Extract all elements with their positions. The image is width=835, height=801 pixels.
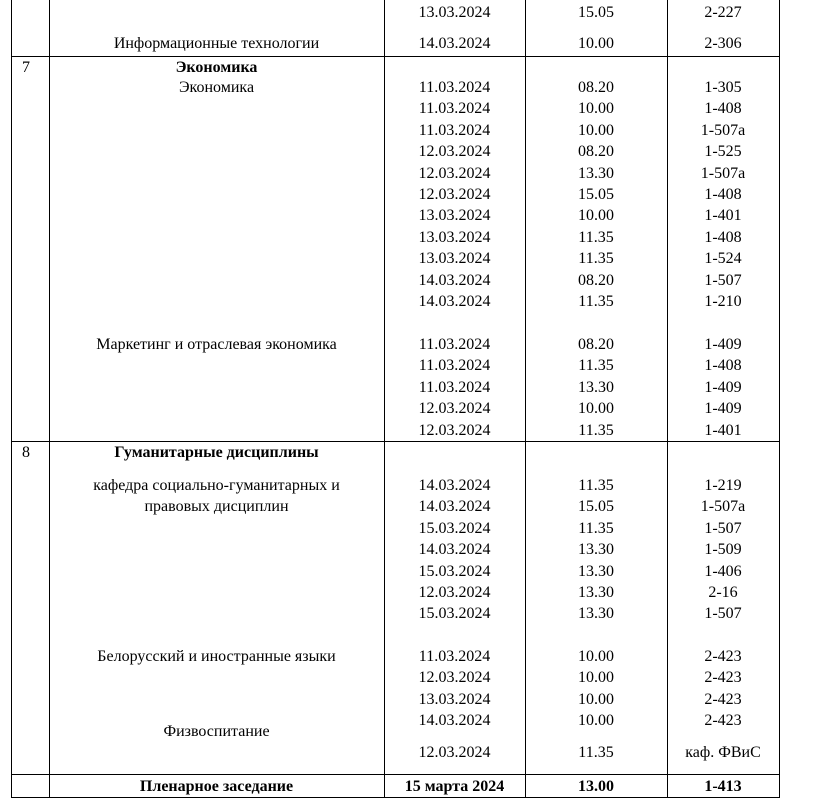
section-title: Гуманитарные дисциплины xyxy=(114,444,319,461)
room-cell: 1-406 xyxy=(704,563,742,580)
time-cell: 15.05 xyxy=(578,4,614,21)
time-cell: 10.00 xyxy=(578,207,614,224)
date-cell: 11.03.2024 xyxy=(418,357,491,374)
time-cell: 08.20 xyxy=(578,336,614,353)
time-cell: 13.30 xyxy=(578,165,614,182)
room-cell: 1-507 xyxy=(704,605,742,622)
room-cell: 1-507 xyxy=(704,520,742,537)
date-cell: 12.03.2024 xyxy=(418,165,491,182)
row-separator-plenary xyxy=(11,774,780,775)
plenary-room: 1-413 xyxy=(704,778,742,795)
row-separator-economics xyxy=(11,56,780,57)
date-cell: 11.03.2024 xyxy=(418,100,491,117)
time-cell: 11.35 xyxy=(578,422,614,439)
date-cell: 13.03.2024 xyxy=(418,250,491,267)
room-cell: 2-306 xyxy=(704,35,742,52)
subject-name-line2: правовых дисциплин xyxy=(144,498,289,515)
time-cell: 08.20 xyxy=(578,79,614,96)
subject-name: Физвоспитание xyxy=(163,723,270,740)
section-title: Экономика xyxy=(175,59,258,76)
date-cell: 13.03.2024 xyxy=(418,229,491,246)
room-cell: 1-401 xyxy=(704,422,742,439)
time-cell: 11.35 xyxy=(578,520,614,537)
room-cell: 1-408 xyxy=(704,357,742,374)
subject-name: Информационные технологии xyxy=(113,35,320,52)
date-cell: 13.03.2024 xyxy=(418,4,491,21)
date-cell: 11.03.2024 xyxy=(418,336,491,353)
time-cell: 10.00 xyxy=(578,100,614,117)
table-border-right xyxy=(779,0,780,798)
date-cell: 12.03.2024 xyxy=(418,186,491,203)
subject-name-line1: кафедра социально-гуманитарных и xyxy=(93,477,340,494)
room-cell: 2-423 xyxy=(704,669,742,686)
room-cell: каф. ФВиС xyxy=(685,744,761,761)
plenary-date: 15 марта 2024 xyxy=(404,778,505,795)
date-cell: 14.03.2024 xyxy=(418,272,491,289)
date-cell: 14.03.2024 xyxy=(418,293,491,310)
date-cell: 11.03.2024 xyxy=(418,79,491,96)
time-cell: 13.30 xyxy=(578,379,614,396)
date-cell: 11.03.2024 xyxy=(418,122,491,139)
time-cell: 11.35 xyxy=(578,357,614,374)
date-cell: 15.03.2024 xyxy=(418,563,491,580)
room-cell: 1-509 xyxy=(704,541,742,558)
time-cell: 10.00 xyxy=(578,691,614,708)
time-cell: 10.00 xyxy=(578,669,614,686)
date-cell: 12.03.2024 xyxy=(418,143,491,160)
time-cell: 13.30 xyxy=(578,584,614,601)
room-cell: 1-409 xyxy=(704,400,742,417)
section-number: 8 xyxy=(22,444,30,461)
time-cell: 11.35 xyxy=(578,229,614,246)
plenary-time: 13.00 xyxy=(578,778,614,795)
time-cell: 10.00 xyxy=(578,712,614,729)
date-cell: 13.03.2024 xyxy=(418,691,491,708)
date-cell: 14.03.2024 xyxy=(418,498,491,515)
room-cell: 1-524 xyxy=(704,250,742,267)
date-cell: 12.03.2024 xyxy=(418,422,491,439)
time-cell: 11.35 xyxy=(578,744,614,761)
subject-name: Белорусский и иностранные языки xyxy=(97,648,336,665)
date-cell: 15.03.2024 xyxy=(418,520,491,537)
subject-name: Маркетинг и отраслевая экономика xyxy=(96,336,337,353)
date-cell: 12.03.2024 xyxy=(418,669,491,686)
room-cell: 1-409 xyxy=(704,336,742,353)
room-cell: 2-423 xyxy=(704,712,742,729)
date-cell: 14.03.2024 xyxy=(418,35,491,52)
time-cell: 08.20 xyxy=(578,143,614,160)
date-cell: 14.03.2024 xyxy=(418,477,491,494)
room-cell: 1-507а xyxy=(700,122,746,139)
plenary-label: Пленарное заседание xyxy=(139,778,294,795)
date-cell: 12.03.2024 xyxy=(418,584,491,601)
section-number: 7 xyxy=(22,59,30,76)
date-cell: 11.03.2024 xyxy=(418,648,491,665)
table-border-left xyxy=(11,0,12,798)
room-cell: 1-408 xyxy=(704,229,742,246)
time-cell: 11.35 xyxy=(578,293,614,310)
subject-name: Экономика xyxy=(178,79,255,96)
time-cell: 10.00 xyxy=(578,648,614,665)
time-cell: 10.00 xyxy=(578,122,614,139)
table-border-bottom xyxy=(11,797,780,798)
time-cell: 11.35 xyxy=(578,477,614,494)
room-cell: 2-227 xyxy=(704,4,742,21)
time-cell: 10.00 xyxy=(578,35,614,52)
room-cell: 2-16 xyxy=(708,584,738,601)
time-cell: 13.30 xyxy=(578,563,614,580)
time-cell: 08.20 xyxy=(578,272,614,289)
room-cell: 1-401 xyxy=(704,207,742,224)
room-cell: 1-525 xyxy=(704,143,742,160)
room-cell: 1-507 xyxy=(704,272,742,289)
date-cell: 11.03.2024 xyxy=(418,379,491,396)
time-cell: 10.00 xyxy=(578,400,614,417)
date-cell: 14.03.2024 xyxy=(418,541,491,558)
date-cell: 12.03.2024 xyxy=(418,400,491,417)
room-cell: 1-408 xyxy=(704,186,742,203)
date-cell: 14.03.2024 xyxy=(418,712,491,729)
date-cell: 13.03.2024 xyxy=(418,207,491,224)
date-cell: 12.03.2024 xyxy=(418,744,491,761)
date-cell: 15.03.2024 xyxy=(418,605,491,622)
room-cell: 1-219 xyxy=(704,477,742,494)
room-cell: 1-210 xyxy=(704,293,742,310)
room-cell: 1-305 xyxy=(704,79,742,96)
room-cell: 1-408 xyxy=(704,100,742,117)
time-cell: 13.30 xyxy=(578,605,614,622)
room-cell: 1-507а xyxy=(700,498,746,515)
room-cell: 2-423 xyxy=(704,691,742,708)
time-cell: 13.30 xyxy=(578,541,614,558)
room-cell: 1-507а xyxy=(700,165,746,182)
time-cell: 11.35 xyxy=(578,250,614,267)
room-cell: 1-409 xyxy=(704,379,742,396)
time-cell: 15.05 xyxy=(578,186,614,203)
table-divider-col1 xyxy=(49,0,50,798)
room-cell: 2-423 xyxy=(704,648,742,665)
row-separator-humanities xyxy=(11,441,780,442)
time-cell: 15.05 xyxy=(578,498,614,515)
